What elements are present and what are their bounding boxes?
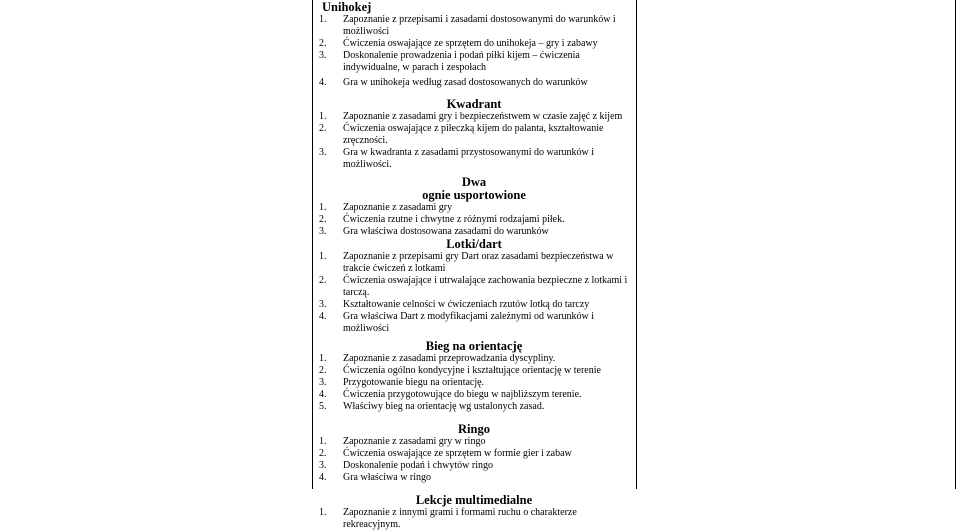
list-item: 3. Doskonalenie podań i chwytów ringo [319, 460, 493, 471]
section-title-kwadrant: Kwadrant [446, 97, 502, 111]
list-item: 2. Ćwiczenia ogólno kondycyjne i kształtujące orientację w terenie [319, 365, 601, 376]
list-item: 3. Gra w kwadranta z zasadami przystosowanymi do warunków i możliwości. [319, 147, 595, 170]
section-title-lekcje-multimedialne: Lekcje multimedialne [415, 493, 533, 507]
list-item: 4. Gra w unihokeja według zasad dostosowanych do warunków [319, 77, 588, 88]
list-item: 4. Gra właściwa w ringo [319, 472, 432, 483]
list-item: 2. Ćwiczenia oswajające ze sprzętem w formie gier i zabaw [319, 448, 572, 459]
section-title-dwa-ognie-line2: ognie usportowione [422, 188, 526, 202]
section-title-bieg-na-orientacje: Bieg na orientację [425, 339, 523, 353]
list-item: 1. Zapoznanie z innymi grami i formami ruchu o charakterze rekreacyjnym. [319, 507, 577, 530]
list-item: 4. Ćwiczenia przygotowujące do biegu w najbliższym terenie. [319, 389, 582, 400]
list-item: 3. Kształtowanie celności w ćwiczeniach rzutów lotką do tarczy [319, 299, 590, 310]
list-item: 3. Doskonalenie prowadzenia i podań piłki kijem – ćwiczenia indywidualne, w parach i zespołach [319, 50, 580, 73]
section-title-dwa-ognie-line1: Dwa [461, 175, 487, 189]
section-title-ringo: Ringo [458, 422, 490, 436]
list-item: 2. Ćwiczenia oswajające i utrwalające zachowania bezpieczne z lotkami i tarczą. [319, 275, 628, 298]
table-border-left [312, 0, 313, 489]
list-item: 4. Gra właściwa Dart z modyfikacjami zależnymi od warunków i możliwości [319, 311, 595, 334]
section-title-unihokej: Unihokej [322, 0, 372, 14]
list-item: 2. Ćwiczenia rzutne i chwytne z różnymi rodzajami piłek. [319, 214, 565, 225]
list-item: 1. Zapoznanie z zasadami gry w ringo [319, 436, 486, 447]
table-border-middle [636, 0, 637, 489]
list-item: 3. Przygotowanie biegu na orientację. [319, 377, 485, 388]
list-item: 3. Gra właściwa dostosowana zasadami do warunków [319, 226, 549, 237]
list-item: 1. Zapoznanie z przepisami gry Dart oraz zasadami bezpieczeństwa w trakcie ćwiczeń z lotkami [319, 251, 614, 274]
list-item: 1. Zapoznanie z przepisami i zasadami dostosowanymi do warunków i możliwości [319, 14, 616, 37]
list-item: 1. Zapoznanie z zasadami gry i bezpieczeństwem w czasie zajęć z kijem [319, 111, 623, 122]
content-cell [318, 1, 630, 531]
list-item: 1. Zapoznanie z zasadami przeprowadzania dyscypliny. [319, 353, 556, 364]
section-title-lotki-dart: Lotki/dart [446, 237, 502, 251]
list-item: 2. Ćwiczenia oswajające z piłeczką kijem do palanta, kształtowanie zręczności. [319, 123, 604, 146]
list-item: 5. Właściwy bieg na orientację wg ustalonych zasad. [319, 401, 545, 412]
table-border-right [955, 0, 956, 489]
list-item: 1. Zapoznanie z zasadami gry [319, 202, 453, 213]
list-item: 2. Ćwiczenia oswajające ze sprzętem do unihokeja – gry i zabawy [319, 38, 598, 49]
